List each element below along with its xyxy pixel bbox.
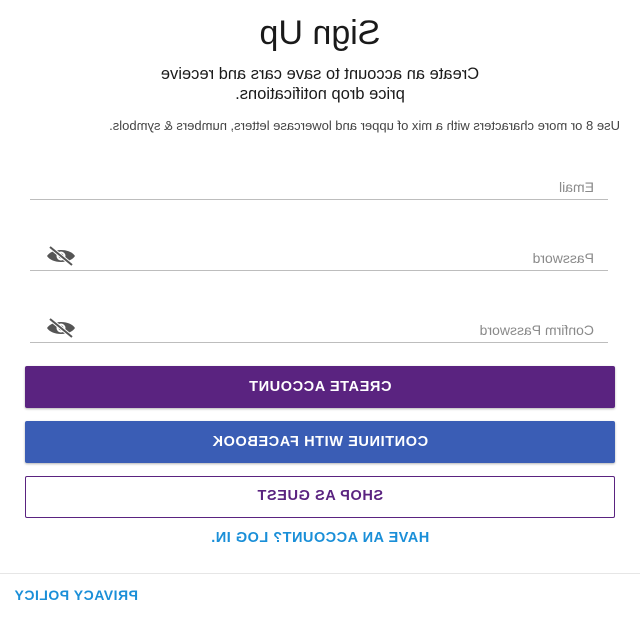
privacy-policy-link[interactable]: PRIVACY POLICY (14, 587, 138, 603)
continue-with-facebook-button[interactable]: CONTINUE WITH FACEBOOK (25, 421, 615, 463)
page-subtitle: Create an account to save cars and receive price drop notifications. (160, 65, 480, 103)
email-placeholder: Email (558, 179, 594, 195)
shop-as-guest-button[interactable]: SHOP AS GUEST (25, 476, 615, 518)
password-placeholder: Password (532, 250, 594, 266)
eye-off-icon[interactable] (44, 317, 78, 339)
email-field[interactable] (30, 167, 608, 200)
password-hint: Use 8 or more characters with a mix of upper and lowercase letters, numbers & symbols. (109, 118, 620, 133)
confirm-password-field[interactable] (30, 310, 608, 343)
page-title: Sign Up (259, 14, 381, 52)
footer-divider (0, 573, 640, 574)
confirm-password-placeholder: Confirm Password (479, 322, 594, 338)
log-in-link[interactable]: HAVE AN ACCOUNT? LOG IN. (210, 530, 430, 546)
create-account-button[interactable]: CREATE ACCOUNT (25, 366, 615, 408)
password-field[interactable] (30, 238, 608, 271)
eye-off-icon[interactable] (44, 245, 78, 267)
